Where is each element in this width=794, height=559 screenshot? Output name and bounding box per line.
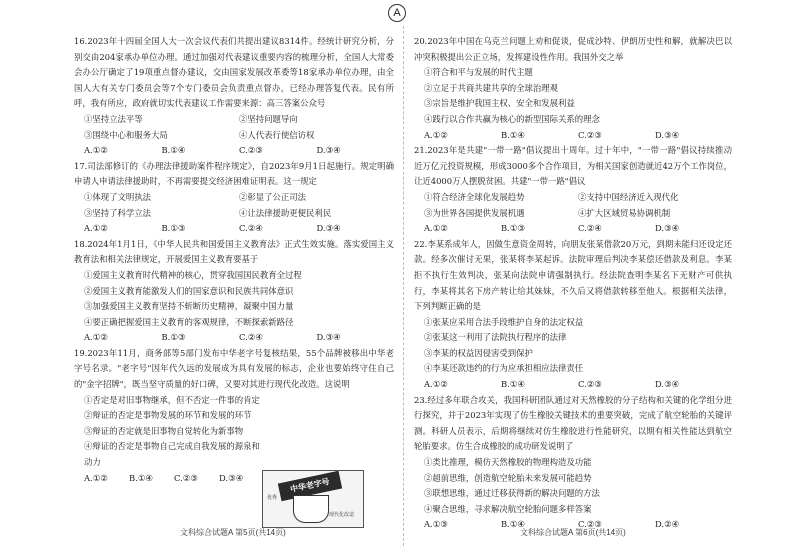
option-1: ①张某应采用合法手段维护自身的法定权益 [424, 316, 584, 327]
choice-a: A.①② [424, 223, 448, 234]
question-23 [414, 393, 732, 533]
option-4: ④要正确把握爱国主义教育的客观规律，不断探索新路径 [84, 316, 294, 327]
answer-choices [74, 471, 264, 487]
choice-d: D.③④ [316, 332, 341, 343]
question-21 [414, 143, 732, 237]
choice-a: A.①③ [424, 519, 448, 530]
choice-c: C.②④ [239, 332, 263, 343]
choice-d: D.③④ [219, 472, 244, 483]
cartoon-caption: 现代化改造 [329, 512, 355, 518]
option-2: ②立足于共商共建共享的全球治理观 [424, 82, 558, 93]
option-4: ④人代表行使信访权 [239, 129, 315, 140]
choice-b: B.①④ [501, 379, 525, 390]
choice-c: C.②③ [174, 472, 198, 483]
cartoon-illustration [262, 470, 364, 528]
option-4: ④践行以合作共赢为核心的新型国际关系的理念 [424, 113, 600, 124]
option-1: ①符合和平与发展的时代主题 [424, 67, 533, 78]
option-3: ③坚持了科学立法 [84, 207, 151, 218]
option-2: ②爱国主义教育能激发人们的国家意识和民族共同体意识 [84, 285, 294, 296]
right-column [414, 34, 732, 533]
page-footer-left: 文科综合试题A 第5页(共14页) [180, 528, 286, 537]
choice-d: D.③④ [316, 223, 341, 234]
option-2: ②彰显了公正司法 [239, 191, 306, 202]
choice-a: A.①② [84, 145, 108, 156]
option-2: ②超前思维，创造航空轮胎未来发展可能趋势 [424, 472, 592, 483]
version-badge: A [388, 4, 406, 22]
option-1: ①体现了文明执法 [84, 191, 151, 202]
question-22 [414, 237, 732, 393]
question-18 [74, 237, 394, 346]
choice-b: B.①③ [501, 223, 525, 234]
question-stem: 18.2024年1月1日，《中华人民共和国爱国主义教育法》正式生效实施。落实爱国主义教育法和相关法律规定，开展爱国主义教育要基于 [74, 238, 394, 265]
choice-d: D.③④ [655, 379, 680, 390]
question-stem: 21.2023年是共建"一带一路"倡议提出十周年。过十年中，"一带一路"倡议持续推动近万亿元投资规模，形成3000多个合作项目，为相关国家创造就近42万个工作岗位，让近4000万人摆脱贫困。共建"一带一路"倡议 [414, 145, 732, 187]
option-4: ④辩证的否定是事物自己完成自我发展的源泉和动力 [84, 441, 260, 468]
page-footer-right: 文科综合试题A 第6页(共14页) [520, 528, 626, 537]
answer-choices [74, 143, 394, 159]
cartoon-sign: 中华老字号 [278, 471, 342, 501]
option-2: ②坚持问题导向 [239, 113, 298, 124]
answer-choices [414, 128, 732, 144]
option-2: ②支持中国经济近入现代化 [578, 191, 679, 202]
option-4: ④让法律援助更便民利民 [239, 207, 332, 218]
choice-a: A.①② [84, 223, 108, 234]
left-column [74, 34, 394, 486]
choice-d: D.③④ [316, 145, 341, 156]
option-4: ④李某还款违约的行为应承担相应法律责任 [424, 363, 584, 374]
choice-b: B.①④ [501, 519, 525, 530]
cartoon-figure [293, 495, 329, 523]
choice-c: C.②③ [578, 379, 602, 390]
option-3: ③辩证的否定就是旧事物自觉转化为新事物 [84, 425, 244, 436]
option-3: ③宗旨是维护我国主权、安全和发展利益 [424, 98, 575, 109]
choice-a: A.①② [84, 472, 108, 483]
option-1: ①坚持立法平等 [84, 113, 143, 124]
choice-c: C.②③ [578, 519, 602, 530]
question-20 [414, 34, 732, 143]
option-1: ①符合经济全球化发展趋势 [424, 191, 525, 202]
cartoon-tag: 优秀 [267, 495, 278, 501]
choice-c: C.②③ [578, 129, 602, 140]
answer-choices [74, 330, 394, 346]
choice-d: D.②④ [655, 519, 680, 530]
choice-c: C.②③ [239, 145, 263, 156]
question-stem: 16.2023年十四届全国人大一次会议代表们共提出建议8314件。经统计研究分析，分别交由204家承办单位办理。通过加强对代表建议重要内容的梳理分析，全国人大常委会办公厅确定了19项重点督办建议，交由国家发展改革委等18家承办单位办理，由全国人大有关专门委员会等7个专门委员会负责重点督办，已经办理答复代表。民有所呼，我有所应，政府就切实代表建议工作需要来源：高三答案公众号 [74, 36, 394, 109]
question-stem: 22.李某系成年人，因做生意资金周转，向朋友张某借款20万元，到期未能归还设定还款。经多次催讨无果，张某将李某起诉。法院审理后判决李某偿还借款及利息。李某拒不执行生效判决，张某向法院申请强制执行。经法院查明李某名下无财产可供执行，李某将其名下房产转让给其妹妹，不久后又将借款转移至他人。根据相关法律，下列判断正确的是 [414, 238, 732, 312]
question-17 [74, 159, 394, 237]
option-3: ③加强爱国主义教育坚持不斩断历史精神，凝聚中国力量 [84, 301, 294, 312]
question-19 [74, 346, 394, 486]
option-3: ③李某的权益因侵害受到保护 [424, 347, 533, 358]
choice-b: B.①④ [129, 472, 153, 483]
choice-b: B.①④ [501, 129, 525, 140]
question-stem: 17.司法部修订的《办理法律援助案件程序规定》，自2023年9月1日起施行。规定明确申请人申请法律援助时，不再需要提交经济困难证明表。这一规定 [74, 160, 394, 187]
option-3: ③为世界各国提供发展机遇 [424, 207, 525, 218]
answer-choices [414, 377, 732, 393]
question-stem: 23.经过多年联合攻关，我国科研团队通过对天然橡胶的分子结构和关键的化学组分进行探究，并于2023年实现了仿生橡胶关键技术的重要突破，完成了航空轮胎的关键评测。科研人员表示，后期将继续对仿生橡胶进行性能研究，以期有相关性能达到航空轮胎要求。仿生合成橡胶的成功研发说明了 [414, 394, 732, 452]
option-3: ③联想思维，通过迁移获得新的解决问题的方法 [424, 488, 600, 499]
option-1: ①类比推理，模仿天然橡胶的物理构造及功能 [424, 457, 592, 468]
option-4: ④扩大区域贸易协调机制 [578, 207, 671, 218]
option-4: ④聚合思维，寻求解决航空轮胎问题多样答案 [424, 503, 592, 514]
choice-c: C.②④ [239, 223, 263, 234]
option-1: ①爱国主义教育时代精神的核心，贯穿我国国民教育全过程 [84, 269, 302, 280]
question-16 [74, 34, 394, 159]
choice-a: A.①② [424, 379, 448, 390]
option-2: ②张某这一利用了法院执行程序的法律 [424, 332, 567, 343]
choice-a: A.①② [424, 129, 448, 140]
choice-a: A.①② [84, 332, 108, 343]
choice-d: D.③④ [655, 223, 680, 234]
choice-d: D.③④ [655, 129, 680, 140]
question-stem: 20.2023年中国在乌克兰问题上劝和促谈，促成沙特、伊朗历史性和解，就解决巴以冲突积极提出公正立场，发挥建设性作用。我国外交之举 [414, 36, 732, 62]
choice-b: B.①③ [161, 332, 186, 343]
answer-choices [74, 221, 394, 237]
choice-c: C.②④ [578, 223, 602, 234]
option-1: ①否定是对旧事物继承，但不否定一件事的肯定 [84, 394, 260, 405]
column-divider [403, 26, 404, 546]
choice-b: B.①③ [161, 223, 186, 234]
question-stem: 19.2023年11月，商务部等5部门发布中华老字号复核结果，55个品牌被移出中华老字号名录。"老字号"因年代久远的发展成为具有发展的标志，企业也要始终守住自己的"金字招牌"，既当坚守质量的好口碑，又要对其进行现代化改造。这说明 [74, 347, 394, 390]
answer-choices [414, 221, 732, 237]
option-3: ③围绕中心和服务大局 [84, 129, 168, 140]
choice-b: B.①④ [161, 145, 186, 156]
option-2: ②辩证的否定是事物发展的环节和发展的环节 [84, 410, 252, 421]
